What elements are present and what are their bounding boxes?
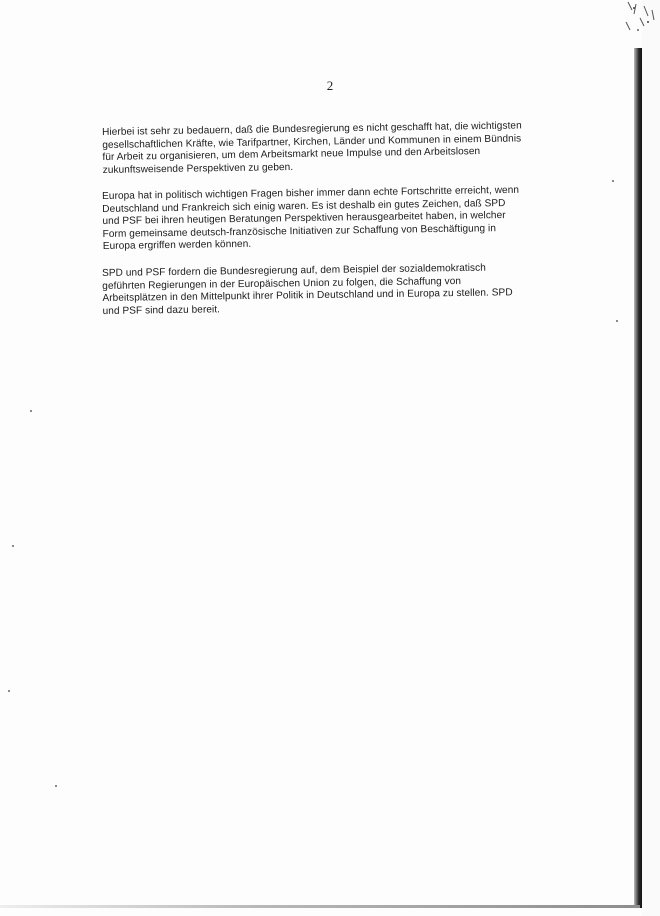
text-line: Europa ergriffen werden können. <box>102 239 252 253</box>
text-line: für Arbeit zu organisieren, um dem Arbeitsmarkt neue Impulse und den Arbeitslosen <box>102 146 481 164</box>
scan-speck <box>12 545 14 547</box>
text-line: Form gemeinsame deutsch-französische Initiativen zur Schaffung von Beschäftigung in <box>102 223 497 241</box>
scan-bottom-edge <box>0 905 640 908</box>
text-line: gesellschaftlichen Kräfte, wie Tarifpartner, Kirchen, Länder und Kommunen in einem Bündnis <box>102 133 522 151</box>
text-line: Hierbei ist sehr zu bedauern, daß die Bundesregierung es nicht geschafft hat, die wichtigsten <box>102 120 522 138</box>
scan-shadow-edge <box>634 48 642 908</box>
page-number: 2 <box>326 78 334 93</box>
scan-speck <box>612 180 614 182</box>
paragraph <box>102 262 567 319</box>
scan-speck <box>8 690 10 692</box>
scan-corner-artifact <box>614 0 660 42</box>
scan-speck <box>616 320 618 322</box>
text-line: Arbeitsplätzen in den Mittelpunkt ihrer Politik in Deutschland und in Europa zu stellen. SPD <box>102 287 513 305</box>
text-line: zukunftsweisende Perspektiven zu geben. <box>102 161 294 176</box>
scan-speck <box>55 785 57 787</box>
text-line: SPD und PSF fordern die Bundesregierung auf, dem Beispiel der sozialdemokratisch <box>102 262 486 280</box>
scan-margin-right <box>642 0 660 916</box>
text-line: geführten Regierungen in der Europäischen Union zu folgen, die Schaffung von <box>102 275 462 292</box>
text-line: Europa hat in politisch wichtigen Fragen bisher immer dann echte Fortschritte erreicht, wenn <box>102 185 520 203</box>
paragraph <box>102 120 567 178</box>
text-line: und PSF bei ihren heutigen Beratungen Perspektiven herausgearbeitet haben, in welcher <box>102 210 506 228</box>
text-line: Deutschland und Frankreich sich einig waren. Es ist deshalb ein gutes Zeichen, daß SPD <box>102 197 506 215</box>
document-body <box>102 120 566 333</box>
paragraph <box>102 184 567 254</box>
scan-speck <box>30 410 32 412</box>
text-line: und PSF sind dazu bereit. <box>102 304 221 318</box>
